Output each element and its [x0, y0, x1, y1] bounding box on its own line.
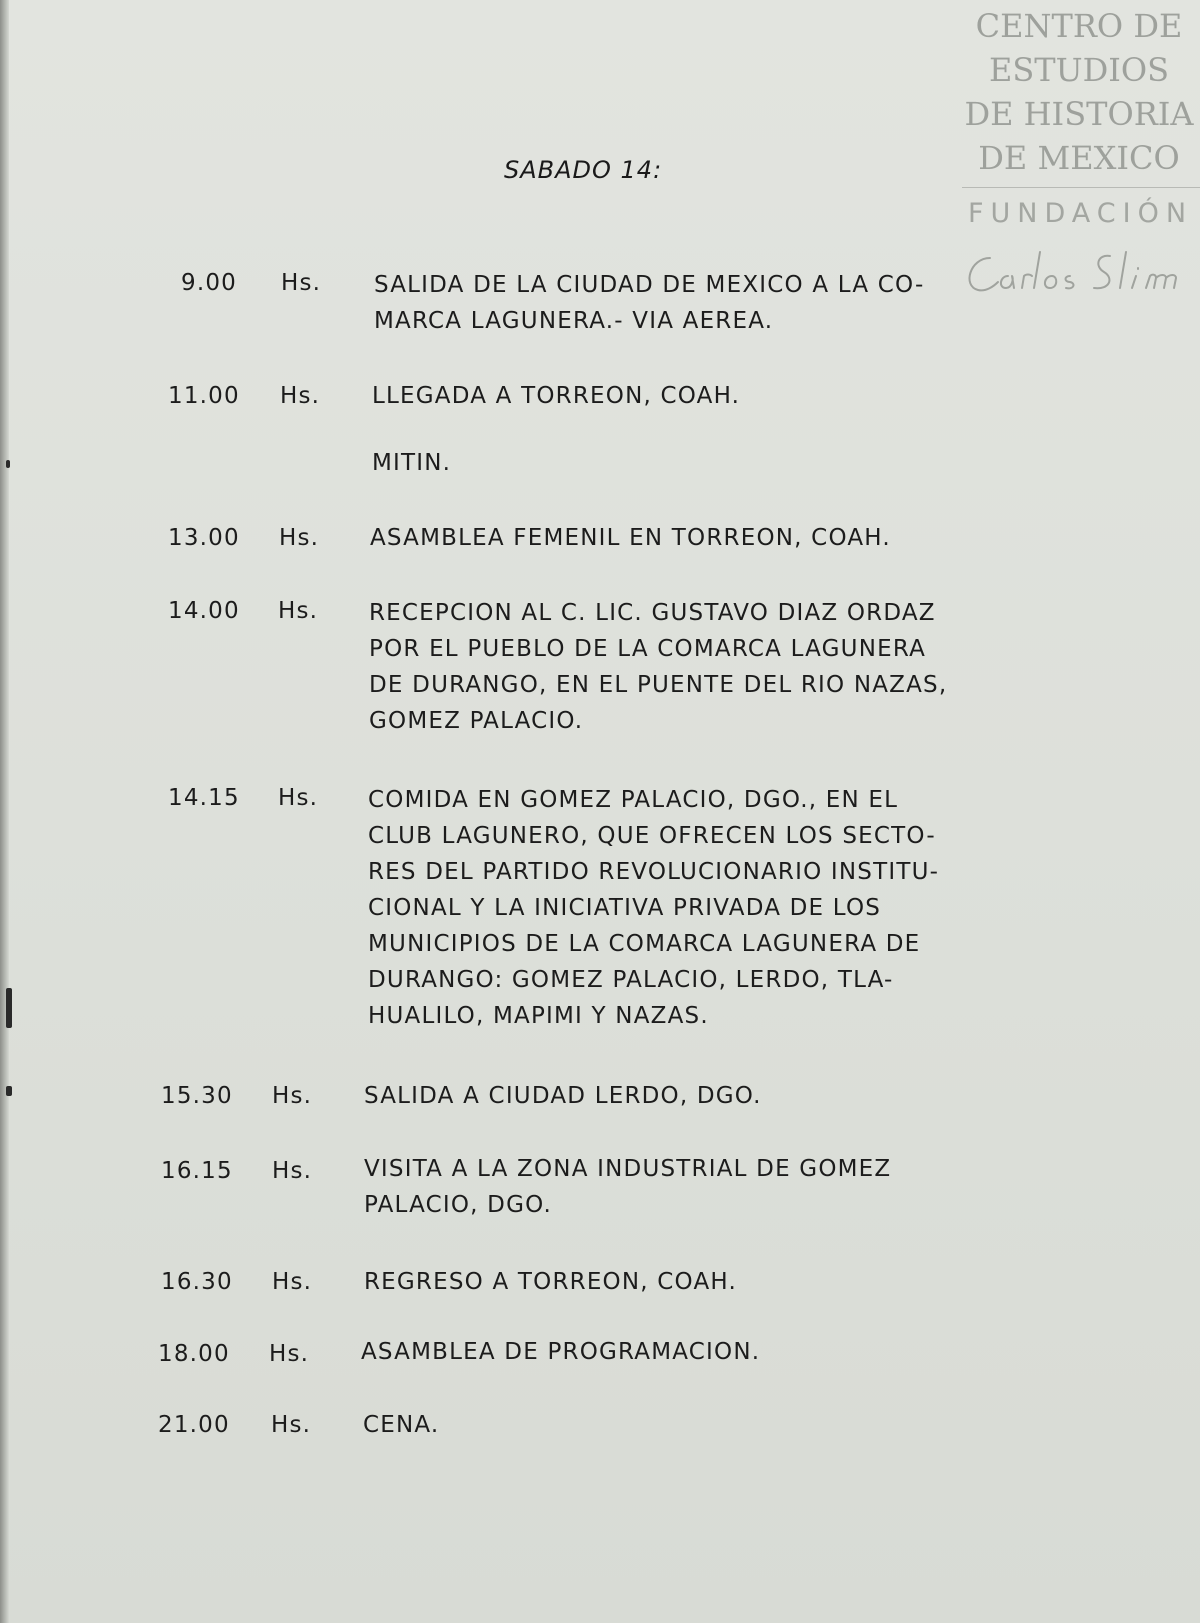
- page-left-edge: [0, 0, 9, 1623]
- entry-line: GOMEZ PALACIO.: [369, 708, 584, 734]
- entry-time: 16.30: [161, 1269, 233, 1295]
- entry-line: ASAMBLEA DE PROGRAMACION.: [361, 1339, 761, 1365]
- archive-watermark: [958, 4, 1200, 180]
- entry-description: [372, 445, 451, 481]
- entry-line: PALACIO, DGO.: [364, 1192, 552, 1218]
- binding-mark: [6, 988, 12, 1028]
- entry-unit: Hs.: [271, 1412, 312, 1438]
- entry-line: MARCA LAGUNERA.- VIA AEREA.: [374, 308, 774, 334]
- watermark-divider: [962, 187, 1200, 188]
- watermark-line: ESTUDIOS: [988, 51, 1170, 89]
- watermark-signature: [960, 246, 1200, 306]
- watermark-line: CENTRO DE: [975, 7, 1183, 45]
- entry-line: POR EL PUEBLO DE LA COMARCA LAGUNERA: [369, 636, 927, 662]
- entry-unit: Hs.: [272, 1269, 313, 1295]
- entry-line: REGRESO A TORREON, COAH.: [364, 1269, 737, 1295]
- entry-line: DE DURANGO, EN EL PUENTE DEL RIO NAZAS,: [369, 672, 948, 698]
- entry-line: RES DEL PARTIDO REVOLUCIONARIO INSTITU-: [368, 859, 940, 885]
- binding-mark: [6, 460, 10, 468]
- entry-line: CENA.: [363, 1412, 440, 1438]
- entry-unit: Hs.: [278, 785, 319, 811]
- entry-unit: Hs.: [272, 1083, 313, 1109]
- entry-time: 15.30: [161, 1083, 233, 1109]
- entry-unit: Hs.: [281, 270, 322, 296]
- entry-line: CIONAL Y LA INICIATIVA PRIVADA DE LOS: [368, 895, 882, 921]
- entry-description: [364, 1078, 762, 1114]
- entry-line: DURANGO: GOMEZ PALACIO, LERDO, TLA-: [368, 967, 894, 993]
- entry-description: [364, 1151, 891, 1223]
- entry-description: [361, 1334, 760, 1370]
- entry-unit: Hs.: [279, 525, 320, 551]
- entry-time: 21.00: [158, 1412, 230, 1438]
- day-heading: SABADO 14:: [504, 156, 663, 184]
- entry-description: [370, 520, 891, 556]
- entry-unit: Hs.: [278, 598, 319, 624]
- entry-line: COMIDA EN GOMEZ PALACIO, DGO., EN EL: [368, 787, 899, 813]
- entry-unit: Hs.: [272, 1158, 313, 1184]
- entry-line: SALIDA A CIUDAD LERDO, DGO.: [364, 1083, 762, 1109]
- entry-line: RECEPCION AL C. LIC. GUSTAVO DIAZ ORDAZ: [369, 600, 936, 626]
- entry-line: MUNICIPIOS DE LA COMARCA LAGUNERA DE: [368, 931, 921, 957]
- entry-line: SALIDA DE LA CIUDAD DE MEXICO A LA CO-: [374, 272, 925, 298]
- entry-time: 11.00: [168, 383, 240, 409]
- entry-description: [374, 267, 924, 339]
- entry-description: [372, 378, 740, 414]
- entry-time: 16.15: [161, 1158, 233, 1184]
- entry-line: HUALILO, MAPIMI Y NAZAS.: [368, 1003, 709, 1029]
- entry-line: VISITA A LA ZONA INDUSTRIAL DE GOMEZ: [364, 1156, 892, 1182]
- signature-icon: [960, 246, 1200, 306]
- watermark-foundation: FUNDACIÓN: [968, 198, 1194, 229]
- entry-line: ASAMBLEA FEMENIL EN TORREON, COAH.: [370, 525, 891, 551]
- entry-time: 18.00: [158, 1341, 230, 1367]
- entry-description: [368, 782, 939, 1034]
- entry-line: LLEGADA A TORREON, COAH.: [372, 383, 741, 409]
- entry-time: 14.15: [168, 785, 240, 811]
- entry-description: [363, 1407, 439, 1443]
- entry-line: CLUB LAGUNERO, QUE OFRECEN LOS SECTO-: [368, 823, 936, 849]
- entry-time: 13.00: [168, 525, 240, 551]
- entry-description: [364, 1264, 737, 1300]
- watermark-line: DE MEXICO: [978, 139, 1180, 177]
- entry-line: MITIN.: [372, 450, 452, 476]
- binding-mark: [6, 1086, 12, 1096]
- entry-unit: Hs.: [269, 1341, 310, 1367]
- entry-time: 14.00: [168, 598, 240, 624]
- entry-description: [369, 595, 947, 739]
- watermark-line: DE HISTORIA: [964, 95, 1194, 133]
- entry-unit: Hs.: [280, 383, 321, 409]
- entry-time: 9.00: [181, 270, 238, 296]
